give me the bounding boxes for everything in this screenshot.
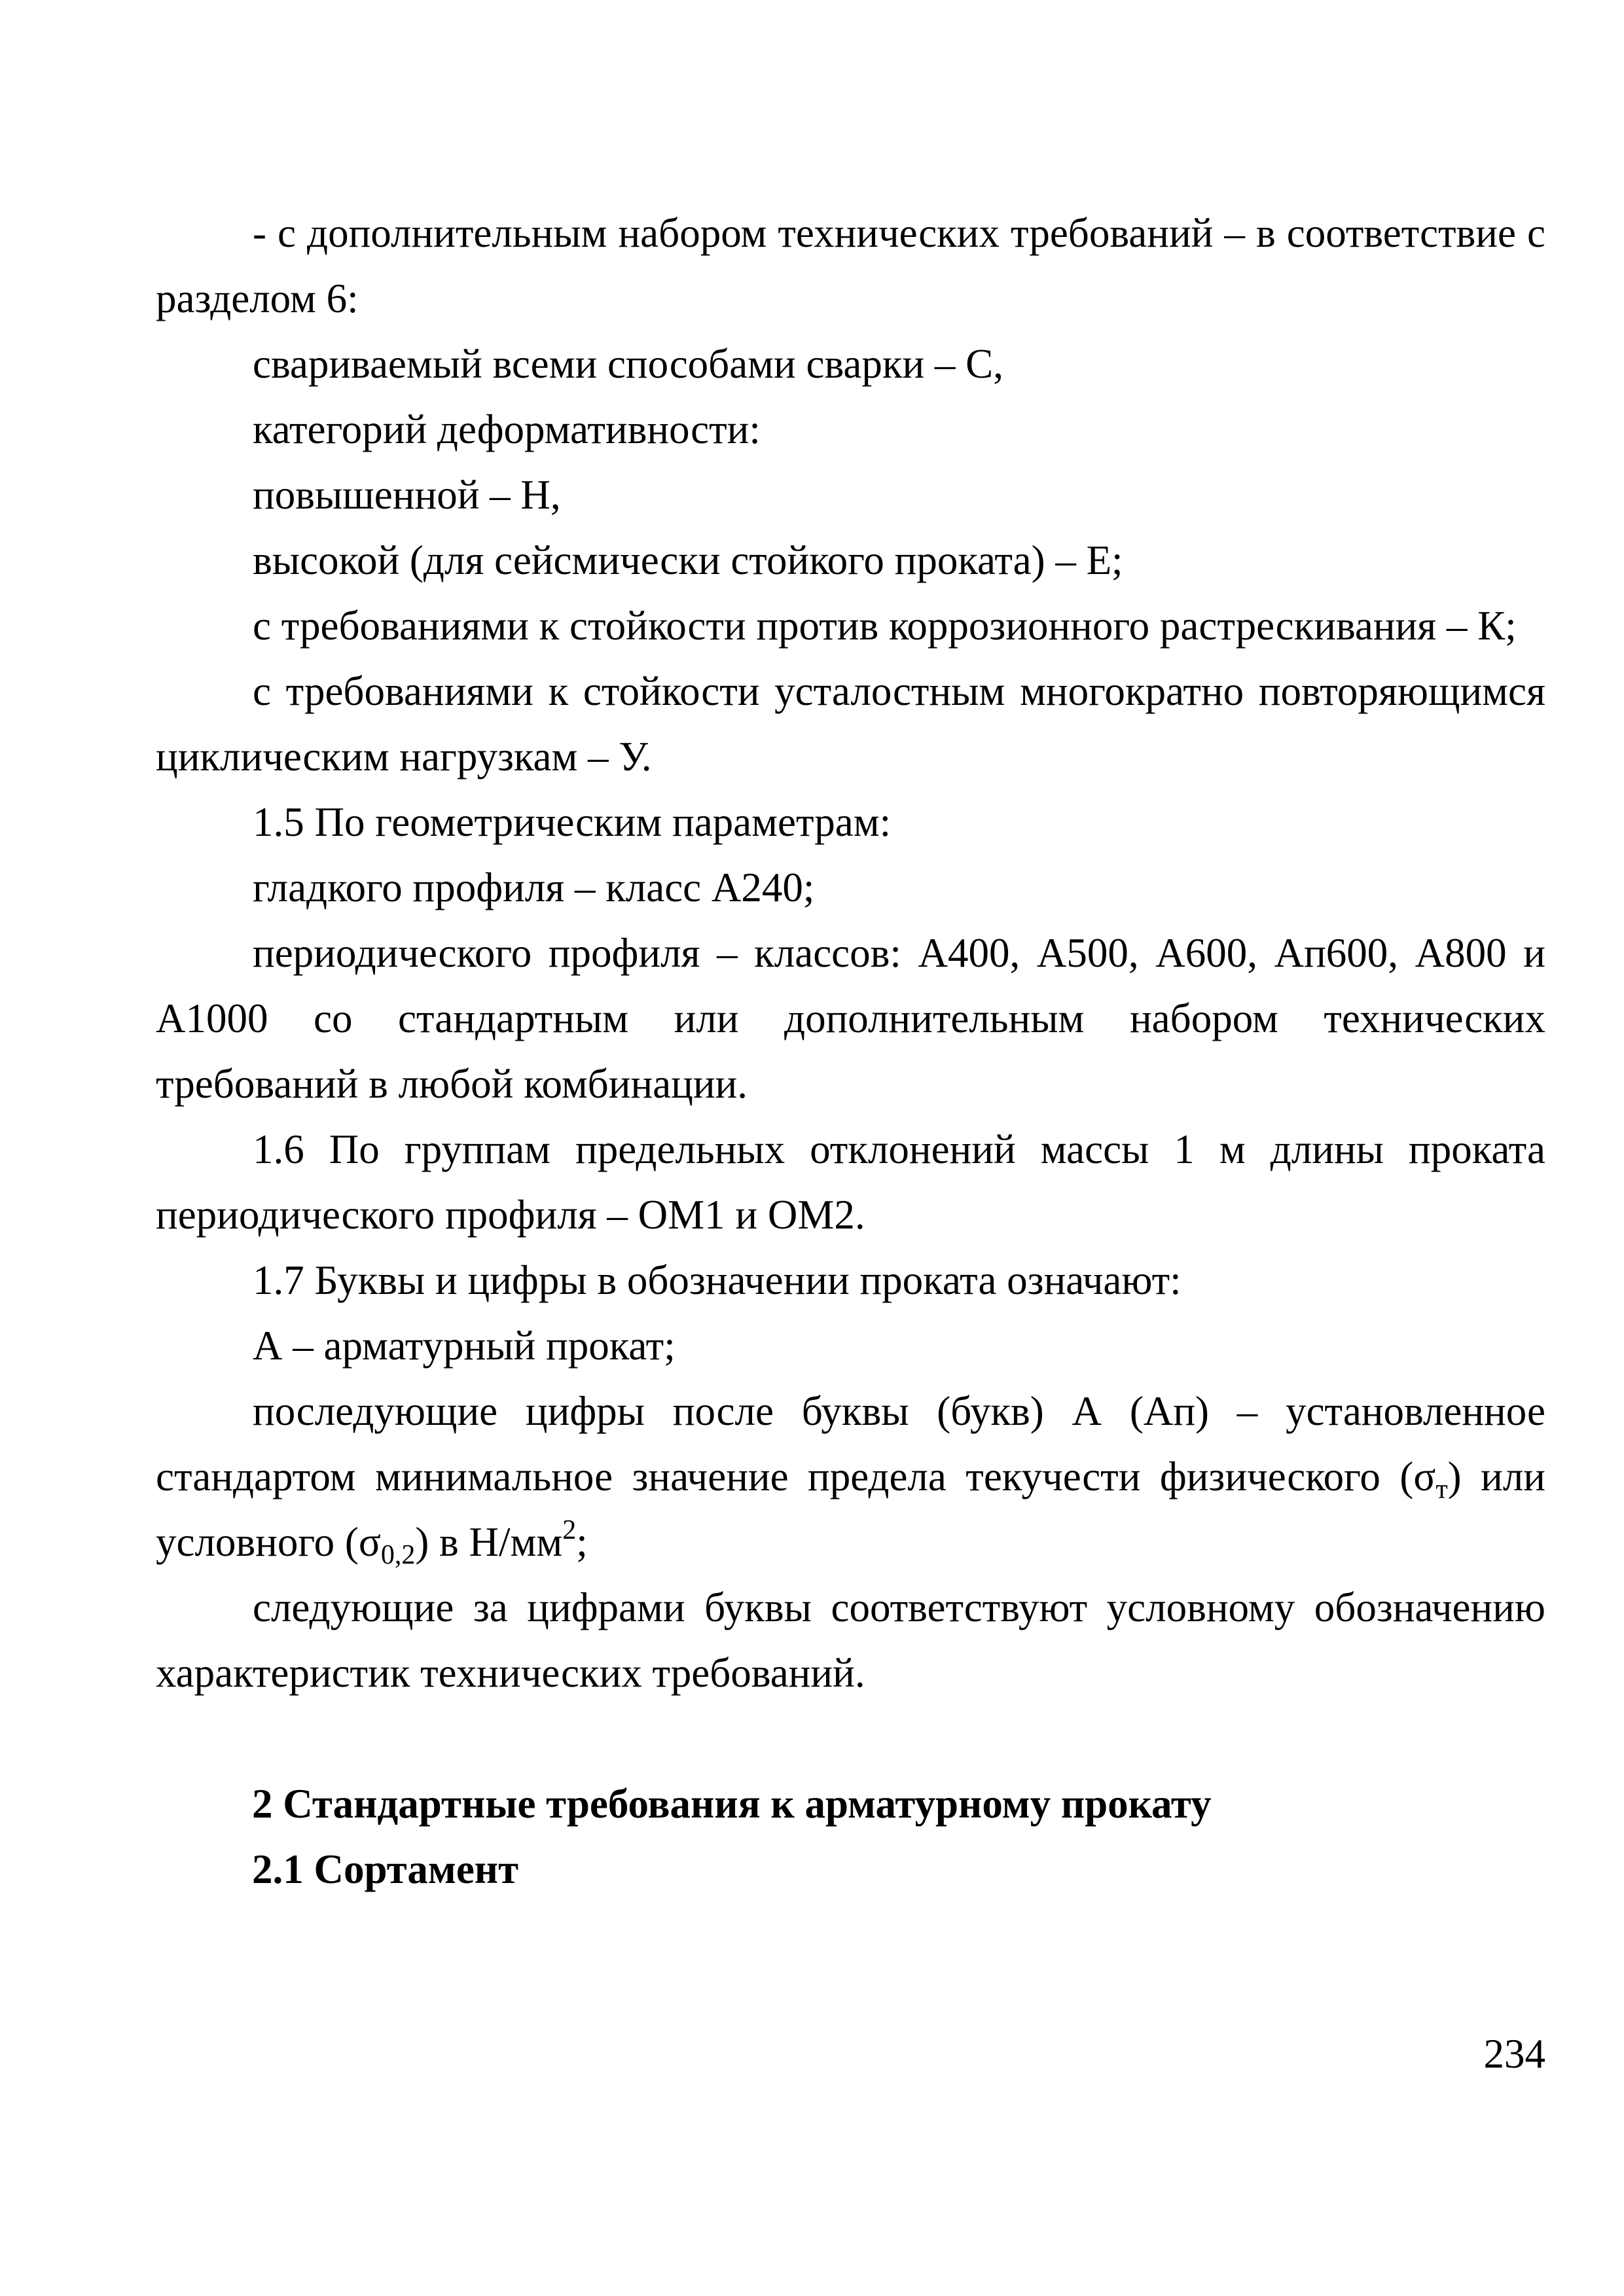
paragraph-increased: повышенной – Н, [253,472,561,518]
yield-text-before: последующие цифры после буквы (букв) А (Ап) – установленное стандартом минимальное значение предела текучести физического (σ [156,1388,1545,1499]
paragraph-1-6-mass-deviation: 1.6 По группам предельных отклонений массы 1 м длины проката периодического профиля – ОМ1 и ОМ2. [156,1126,1545,1238]
section-heading: 2 Стандартные требования к арматурному прокату [252,1781,1212,1827]
paragraph-1-7-designation: 1.7 Буквы и цифры в обозначении проката означают: [253,1257,1182,1303]
paragraph-1-5-geometry: 1.5 По геометрическим параметрам: [253,799,892,845]
paragraph-high-seismic: высокой (для сейсмически стойкого проката) – Е; [253,537,1123,583]
paragraph-following-letters: следующие за цифрами буквы соответствуют условному обозначению характеристик технических требований. [156,1585,1545,1696]
yield-text-end: ; [576,1519,588,1565]
paragraph-weldable: свариваемый всеми способами сварки – С, [253,341,1003,387]
paragraph-yield-strength [156,1378,1545,1575]
subscript-physical: т [1435,1475,1448,1505]
paragraph-smooth-profile: гладкого профиля – класс А240; [253,865,815,910]
section-headings [252,1771,1496,1902]
yield-text-after: ) в Н/мм [415,1519,563,1565]
paragraph-additional-requirements: - с дополнительным набором технических требований – в соответствие с разделом 6: [156,210,1545,321]
paragraph-periodic-profile: периодического профиля – классов: А400, А500, А600, Ап600, А800 и А1000 со стандартным или дополнительным набором технических требований в любой комбинации. [156,930,1545,1107]
yield-text-middle: ) или условного (σ [156,1454,1545,1565]
paragraph-corrosion-cracking: с требованиями к стойкости против коррозионного растрескивания – К; [253,603,1517,649]
page-number: 234 [1483,2031,1545,2077]
body-text [156,200,1545,1706]
paragraph-deformability-categories: категорий деформативности: [253,406,761,452]
subsection-heading: 2.1 Сортамент [252,1846,519,1892]
subscript-conditional: 0,2 [380,1540,416,1570]
paragraph-rebar-letter: А – арматурный прокат; [253,1323,676,1369]
superscript-power: 2 [562,1515,577,1545]
paragraph-fatigue-loads: с требованиями к стойкости усталостным многократно повторяющимся циклическим нагрузкам – У. [156,668,1545,780]
